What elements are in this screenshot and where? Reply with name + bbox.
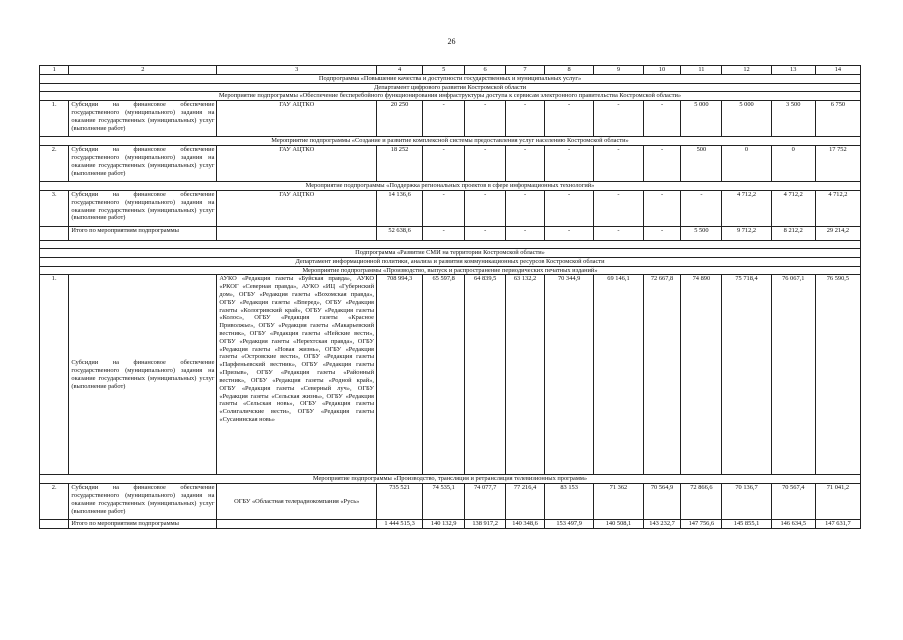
executor: ОГБУ «Областная телерадиокомпания «Русь» [217,484,377,520]
measure-heading: Мероприятие подпрограммы «Обеспечение бесперебойного функционирования инфраструктуры доступа к сервисам электронного правительства Костромской области» [40,92,861,101]
measure-name: Субсидии на финансовое обеспечение государственного (муниципального) задания на оказание государственных (муниципальных) услуг (выполнение работ) [69,101,217,137]
value-cell: 74 535,1 [423,484,465,520]
table-row [40,484,861,520]
row-number: 2. [40,484,69,520]
value-cell: - [506,146,545,182]
column-number-row [40,66,861,75]
value-cell: 17 752 [815,146,860,182]
value-cell: 18 252 [377,146,423,182]
total-cell: - [643,226,681,240]
value-cell: 4 712,2 [722,190,771,226]
subprogram-title: Подпрограмма «Повышение качества и доступности государственных и муниципальных услуг» [40,74,861,83]
value-cell: 70 567,4 [771,484,815,520]
value-cell: - [681,190,722,226]
value-cell: 63 132,2 [506,275,545,475]
table-row [40,101,861,137]
value-cell: 69 146,1 [594,275,643,475]
total-cell: 146 634,5 [771,520,815,529]
value-cell: - [423,146,465,182]
executor: АУКО «Редакция газеты «Буйская правда», АУКО «РКОГ «Северная правда», АУКО «ИЦ «Губернский дом», ОГБУ «Редакция газеты «Вохомская правда», ОГБУ «Редакция газеты «Вперед», ОГБУ «Редакция газеты «Кологривский край», ОГБУ «Редакция газеты «Колос», ОГБУ «Редакция газеты «Красное Приволжье», ОГБУ «Редакция газеты «Макарьевский вестник», ОГБУ «Редакция газеты «Нейские вести», ОГБУ «Редакция газеты «Нерехтская правда», ОГБУ «Редакция газеты «Новая жизнь», ОГБУ «Редакция газеты «Островские вести», ОГБУ «Редакция газеты «Парфеньевский вестник», ОГБУ «Редакция газеты «Призыв», ОГБУ «Редакция газеты «Районный вестник», ОГБУ «Редакция газеты «Родной край», ОГБУ «Редакция газеты «Северный луч», ОГБУ «Редакция газеты «Сельская жизнь», ОГБУ «Редакция газеты «Сельская новь», ОГБУ «Редакция газеты «Солигаличские вести», ОГБУ «Редакция газеты «Сусанинская новь» [217,275,377,475]
total-cell: 1 444 515,3 [377,520,423,529]
value-cell: - [544,146,593,182]
value-cell: 76 067,1 [771,275,815,475]
value-cell: 20 250 [377,101,423,137]
executor: ГАУ АЦТКО [217,101,377,137]
value-cell: - [594,101,643,137]
total-cell: 29 214,2 [815,226,860,240]
total-cell: 153 497,9 [544,520,593,529]
value-cell: - [643,190,681,226]
value-cell: 64 839,5 [465,275,506,475]
value-cell: 74 077,7 [465,484,506,520]
spacer-row [40,240,861,248]
value-cell: 72 866,6 [681,484,722,520]
total-cell: 143 232,7 [643,520,681,529]
value-cell: - [594,146,643,182]
executor: ГАУ АЦТКО [217,190,377,226]
value-cell: 6 750 [815,101,860,137]
measure-name: Субсидии на финансовое обеспечение государственного (муниципального) задания на оказание государственных (муниципальных) услуг (выполнение работ) [69,275,217,475]
department-title: Департамент цифрового развития Костромской области [40,83,861,92]
measure-name: Субсидии на финансовое обеспечение государственного (муниципального) задания на оказание государственных (муниципальных) услуг (выполнение работ) [69,190,217,226]
total-cell: 138 917,2 [465,520,506,529]
total-cell: 140 348,6 [506,520,545,529]
total-cell: 5 500 [681,226,722,240]
value-cell: - [423,190,465,226]
total-cell: 140 132,9 [423,520,465,529]
value-cell: 65 597,8 [423,275,465,475]
value-cell: 70 564,9 [643,484,681,520]
value-cell: - [544,101,593,137]
value-cell: - [594,190,643,226]
col-number: 2 [69,66,217,75]
total-cell: - [423,226,465,240]
subprogram-title: Подпрограмма «Развитие СМИ на территории Костромской области» [40,248,861,257]
total-cell: 9 712,2 [722,226,771,240]
value-cell: - [643,101,681,137]
value-cell: 500 [681,146,722,182]
value-cell: - [506,190,545,226]
value-cell: 5 000 [722,101,771,137]
value-cell: 4 712,2 [815,190,860,226]
col-number: 11 [681,66,722,75]
value-cell: 70 344,9 [544,275,593,475]
value-cell: 72 667,8 [643,275,681,475]
total-cell: - [465,226,506,240]
col-number: 12 [722,66,771,75]
col-number: 9 [594,66,643,75]
value-cell: 0 [722,146,771,182]
total-cell: 140 508,1 [594,520,643,529]
value-cell: 83 153 [544,484,593,520]
col-number: 8 [544,66,593,75]
col-number: 7 [506,66,545,75]
col-number: 13 [771,66,815,75]
measure-heading: Мероприятие подпрограммы «Производство, трансляция и ретрансляция телевизионных программ» [40,475,861,484]
col-number: 14 [815,66,860,75]
row-number: 2. [40,146,69,182]
total-label: Итого по мероприятиям подпрограммы [69,520,217,529]
value-cell: 71 041,2 [815,484,860,520]
col-number: 3 [217,66,377,75]
row-number: 3. [40,190,69,226]
department-title: Департамент информационной политики, анализа и развития коммуникационных ресурсов Костромской области [40,257,861,266]
total-cell: 147 631,7 [815,520,860,529]
value-cell: - [465,190,506,226]
value-cell: - [465,146,506,182]
value-cell: - [423,101,465,137]
measure-heading: Мероприятие подпрограммы «Производство, выпуск и распространение периодических печатных изданий» [40,266,861,275]
col-number: 1 [40,66,69,75]
col-number: 10 [643,66,681,75]
value-cell: 70 136,7 [722,484,771,520]
row-number: 1. [40,101,69,137]
table-row [40,190,861,226]
value-cell: 0 [771,146,815,182]
total-cell: - [594,226,643,240]
total-label: Итого по мероприятиям подпрограммы [69,226,217,240]
value-cell: 4 712,2 [771,190,815,226]
value-cell: 735 521 [377,484,423,520]
value-cell: - [643,146,681,182]
value-cell: 71 362 [594,484,643,520]
value-cell: - [544,190,593,226]
col-number: 6 [465,66,506,75]
value-cell: 75 718,4 [722,275,771,475]
value-cell: 77 216,4 [506,484,545,520]
col-number: 5 [423,66,465,75]
measure-name: Субсидии на финансовое обеспечение государственного (муниципального) задания на оказание государственных (муниципальных) услуг (выполнение работ) [69,484,217,520]
total-cell: - [544,226,593,240]
value-cell: 76 590,5 [815,275,860,475]
total-cell: 52 638,6 [377,226,423,240]
total-cell: 147 756,6 [681,520,722,529]
measure-name: Субсидии на финансовое обеспечение государственного (муниципального) задания на оказание государственных (муниципальных) услуг (выполнение работ) [69,146,217,182]
value-cell: - [506,101,545,137]
value-cell: - [465,101,506,137]
value-cell: 14 136,6 [377,190,423,226]
value-cell: 708 994,3 [377,275,423,475]
total-row [40,520,861,529]
budget-table [39,65,861,529]
value-cell: 5 000 [681,101,722,137]
table-row [40,146,861,182]
measure-heading: Мероприятие подпрограммы «Поддержка региональных проектов в сфере информационных технологий» [40,182,861,191]
total-cell: 8 212,2 [771,226,815,240]
measure-heading: Мероприятие подпрограммы «Создание и развитие комплексной системы предоставления услуг населению Костромской области» [40,137,861,146]
total-row [40,226,861,240]
executor: ГАУ АЦТКО [217,146,377,182]
page-number: 26 [447,37,456,46]
table-row [40,275,861,475]
total-cell: 145 855,1 [722,520,771,529]
col-number: 4 [377,66,423,75]
row-number: 1. [40,275,69,475]
value-cell: 74 890 [681,275,722,475]
value-cell: 3 500 [771,101,815,137]
total-cell: - [506,226,545,240]
